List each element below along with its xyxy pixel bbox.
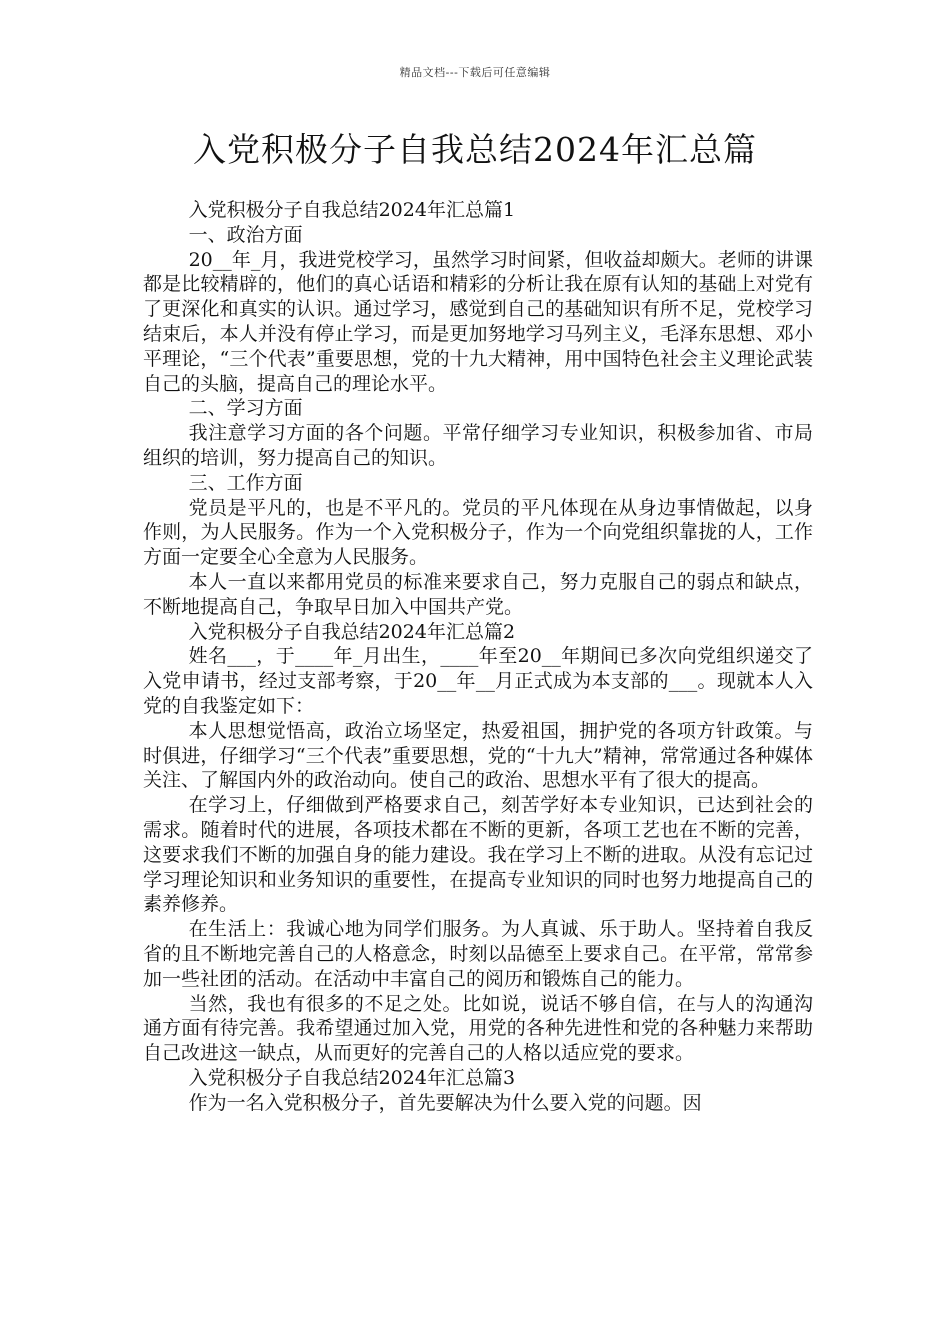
paragraph: 党员是平凡的，也是不平凡的。党员的平凡体现在从身边事情做起，以身作则，为人民服务。作为一个入党积极分子，作为一个向党组织靠拢的人，工作方面一定要全心全意为人民服务。 — [143, 496, 813, 569]
paragraph: 我注意学习方面的各个问题。平常仔细学习专业知识，积极参加省、市局组织的培训，努力提高自己的知识。 — [143, 422, 813, 469]
paragraph: 本人思想觉悟高，政治立场坚定，热爱祖国，拥护党的各项方针政策。与时俱进，仔细学习“三个代表”重要思想，党的“十九大”精神，常常通过各种媒体关注、了解国内外的政治动向。使自己的政治、思想水平有了很大的提高。 — [143, 719, 813, 792]
document-body — [143, 198, 813, 1115]
paragraph: 当然，我也有很多的不足之处。比如说，说话不够自信，在与人的沟通沟通方面有待完善。我希望通过加入党，用党的各种先进性和党的各种魅力来帮助自己改进这一缺点，从而更好的完善自己的人格以适应党的要求。 — [143, 992, 813, 1065]
paragraph-section-heading-2: 入党积极分子自我总结2024年汇总篇2 — [188, 620, 516, 643]
paragraph-section-heading-1: 入党积极分子自我总结2024年汇总篇1 — [188, 199, 516, 221]
paragraph-heading-politics: 一、政治方面 — [188, 223, 303, 246]
header-note: 精品文档---下载后可任意编辑 — [399, 66, 551, 79]
paragraph: 姓名___，于____年_月出生，____年至20__年期间已多次向党组织递交了入党申请书，经过支部考察，于20__年__月正式成为本支部的___。现就本人入党的自我鉴定如下： — [143, 645, 813, 717]
paragraph-heading-work: 三、工作方面 — [188, 471, 303, 494]
document-title: 入党积极分子自我总结2024年汇总篇 — [193, 130, 757, 169]
paragraph-heading-study: 二、学习方面 — [188, 397, 303, 420]
paragraph: 20__年_月，我进党校学习，虽然学习时间紧，但收益却颇大。老师的讲课都是比较精辟的，他们的真心话语和精彩的分析让我在原有认知的基础上对党有了更深化和真实的认识。通过学习，感觉到自己的基础知识有所不足，党校学习结束后，本人并没有停止学习，而是更加努地学习马列主义，毛泽东思想、邓小平理论，“三个代表”重要思想，党的十九大精神，用中国特色社会主义理论武装自己的头脑，提高自己的理论水平。 — [143, 248, 813, 395]
paragraph-section-heading-3: 入党积极分子自我总结2024年汇总篇3 — [188, 1066, 516, 1089]
paragraph: 本人一直以来都用党员的标准来要求自己，努力克服自己的弱点和缺点，不断地提高自己，争取早日加入中国共产党。 — [143, 570, 813, 618]
paragraph: 在生活上：我诚心地为同学们服务。为人真诚、乐于助人。坚持着自我反省的且不断地完善自己的人格意念，时刻以品德至上要求自己。在平常，常常参加一些社团的活动。在活动中丰富自己的阅历和锻炼自己的能力。 — [143, 918, 813, 990]
paragraph: 作为一名入党积极分子，首先要解决为什么要入党的问题。因 — [188, 1091, 702, 1114]
paragraph: 在学习上，仔细做到严格要求自己，刻苦学好本专业知识，已达到社会的需求。随着时代的进展，各项技术都在不断的更新，各项工艺也在不断的完善，这要求我们不断的加强自身的能力建设。我在学习上不断的进取。从没有忘记过学习理论知识和业务知识的重要性，在提高专业知识的同时也努力地提高自己的素养修养。 — [143, 794, 813, 916]
